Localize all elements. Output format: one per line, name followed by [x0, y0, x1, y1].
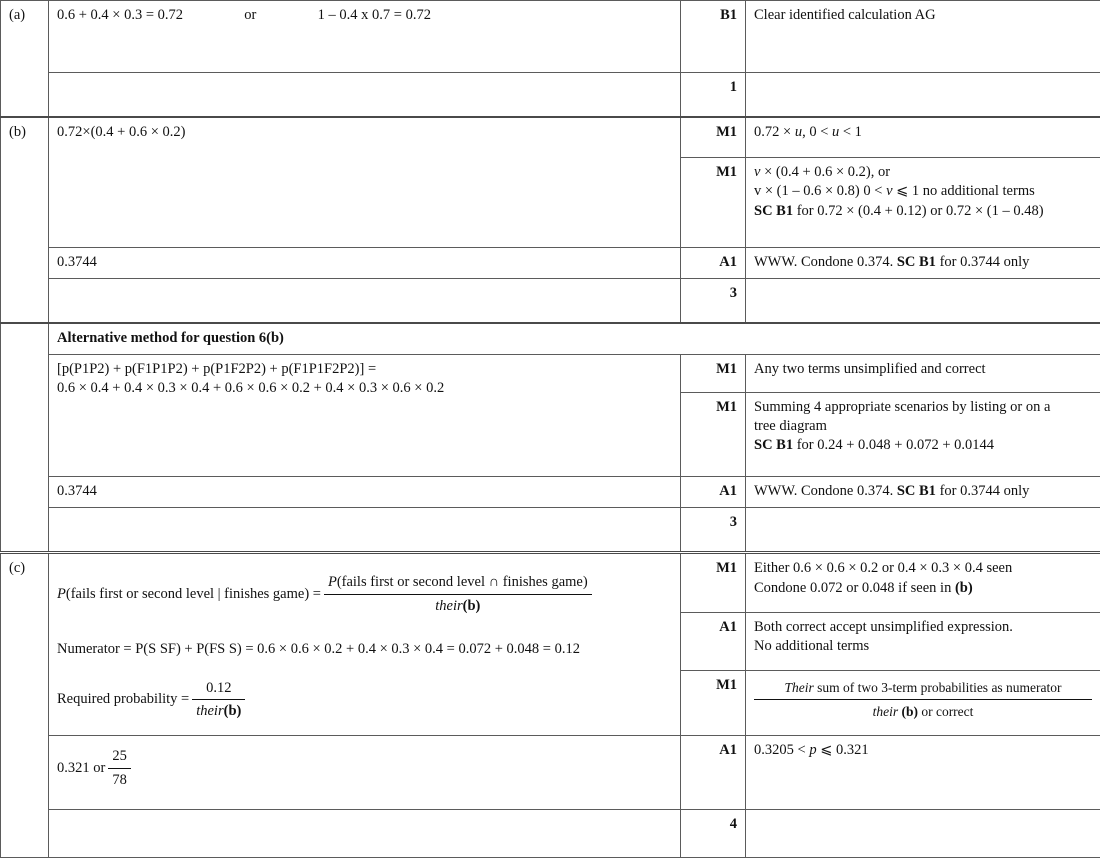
c-notes1-ref-b: (b) [955, 580, 973, 596]
alt-notes2-line2: tree diagram [754, 417, 1092, 436]
notes-cell-c-2 [746, 612, 1100, 670]
c-notes3-den-their: their [873, 704, 899, 719]
c-required-probability [57, 679, 672, 721]
b-notes1-tail: < 1 [839, 124, 862, 140]
c-notes3-fraction [754, 679, 1092, 721]
b-notes3-tail: for 0.3744 only [936, 254, 1029, 270]
part-label-b: (b) [1, 117, 49, 323]
c-formula-num-P: P [328, 574, 337, 590]
c-notes3-their: Their [784, 680, 813, 695]
notes-cell-alt-3 [746, 477, 1100, 508]
working-cell-c [49, 553, 681, 736]
notes-cell-alt-blank [746, 508, 1100, 553]
mark-cell-b-1: M1 [681, 117, 746, 158]
part-label-c: (c) [1, 553, 49, 858]
a-or-label: or [244, 7, 256, 23]
c-notes4-tail: ⩽ 0.321 [817, 742, 869, 758]
notes-cell-c-1 [746, 553, 1100, 612]
c-notes3-den-b: (b) [901, 704, 918, 719]
b-notes1-mid: , 0 < [802, 124, 832, 140]
alt-notes3-tail: for 0.3744 only [936, 483, 1029, 499]
alt-notes3-pre: WWW. Condone 0.374. [754, 483, 897, 499]
part-label-alt [1, 323, 49, 553]
mark-cell-alt-3: A1 [681, 477, 746, 508]
mark-total-a: 1 [681, 73, 746, 118]
c-required-num: 0.12 [192, 679, 245, 700]
table-row [1, 477, 1100, 508]
mark-cell-b-2: M1 [681, 158, 746, 248]
table-row [1, 248, 1100, 279]
c-answer-frac-den: 78 [108, 769, 131, 790]
a-working-expr-1: 0.6 + 0.4 × 0.3 = 0.72 [57, 7, 183, 23]
part-label-a: (a) [1, 1, 49, 118]
alt-notes2-line3: for 0.24 + 0.048 + 0.072 + 0.0144 [793, 437, 994, 453]
c-required-den-their: their [196, 703, 223, 719]
table-row [1, 810, 1100, 858]
alt-notes2-line1: Summing 4 appropriate scenarios by listing or on a [754, 398, 1092, 417]
c-formula-num-text: (fails first or second level ∩ finishes game) [337, 574, 588, 590]
mark-cell-a: B1 [681, 1, 746, 73]
working-cell-b-blank [49, 279, 681, 324]
working-cell-alt [49, 355, 681, 477]
notes-cell-b-3 [746, 248, 1100, 279]
c-required-label: Required probability = [57, 690, 189, 709]
b-notes2-line2a: × (1 – 0.6 × 0.8) 0 < [761, 183, 886, 199]
notes-cell-c-4 [746, 736, 1100, 810]
mark-total-alt: 3 [681, 508, 746, 553]
b-working-paren: (0.4 + 0.6 × 0.2) [91, 124, 186, 140]
b-notes3-pre: WWW. Condone 0.374. [754, 254, 897, 270]
c-required-den-b: (b) [224, 703, 242, 719]
b-notes2-line3: for 0.72 × (0.4 + 0.12) or 0.72 × (1 – 0.48) [793, 203, 1043, 219]
notes-cell-b-2 [746, 158, 1100, 248]
mark-cell-c-4: A1 [681, 736, 746, 810]
c-notes2-line1: Both correct accept unsimplified expression. [754, 618, 1092, 637]
b-notes2-var-v3: v [886, 183, 892, 199]
c-formula-denominator [324, 595, 592, 616]
table-row [1, 736, 1100, 810]
c-notes4-pre: 0.3205 < [754, 742, 809, 758]
mark-cell-c-3: M1 [681, 670, 746, 736]
c-formula-numerator [324, 573, 592, 594]
b-notes2-var-v2: v [754, 183, 761, 199]
c-notes3-numerator [754, 679, 1092, 700]
mark-cell-alt-1: M1 [681, 355, 746, 393]
b-notes1-pre: 0.72 × [754, 124, 795, 140]
c-notes3-den-tail: or correct [918, 704, 973, 719]
c-numerator-line: Numerator = P(S SF) + P(FS S) = 0.6 × 0.6 × 0.2 + 0.4 × 0.3 × 0.4 = 0.072 + 0.048 = 0.12 [57, 640, 672, 659]
notes-cell-c-blank [746, 810, 1100, 858]
c-required-fraction [192, 679, 245, 721]
notes-cell-alt-1: Any two terms unsimplified and correct [746, 355, 1100, 393]
working-cell-c-blank [49, 810, 681, 858]
alt-working-line2: 0.6 × 0.4 + 0.4 × 0.3 × 0.4 + 0.6 × 0.6 × 0.2 + 0.4 × 0.3 × 0.6 × 0.2 [57, 379, 672, 398]
notes-cell-a: Clear identified calculation AG [746, 1, 1100, 73]
mark-cell-b-3: A1 [681, 248, 746, 279]
alt-method-header: Alternative method for question 6(b) [49, 323, 1100, 355]
b-notes2-var-v: v [754, 164, 760, 180]
table-row [1, 355, 1100, 393]
c-notes3-denominator [754, 700, 1092, 721]
working-cell-a [49, 1, 681, 73]
table-row [1, 323, 1100, 355]
table-row [1, 553, 1100, 612]
alt-working-line1: [p(P1P2) + p(F1P1P2) + p(P1F2P2) + p(F1P1F2P2)] = [57, 360, 672, 379]
working-cell-alt-blank [49, 508, 681, 553]
c-answer-frac-num: 25 [108, 747, 131, 768]
alt-notes3-sc-b1: SC B1 [897, 483, 936, 499]
c-answer-decimal: 0.321 or [57, 759, 105, 778]
b-notes2-line1: × (0.4 + 0.6 × 0.2), or [760, 164, 890, 180]
c-notes1-line2: Condone 0.072 or 0.048 if seen in [754, 580, 955, 596]
a-working-expr-2: 1 – 0.4 x 0.7 = 0.72 [318, 7, 431, 23]
c-conditional-formula [57, 573, 672, 615]
table-row [1, 117, 1100, 158]
mark-cell-c-1: M1 [681, 553, 746, 612]
mark-cell-c-2: A1 [681, 612, 746, 670]
notes-cell-c-3 [746, 670, 1100, 736]
mark-total-b: 3 [681, 279, 746, 324]
alt-notes2-sc-b1: SC B1 [754, 437, 793, 453]
notes-cell-a-blank [746, 73, 1100, 118]
c-formula-P: P [57, 585, 66, 604]
c-notes3-num-text: sum of two 3-term probabilities as numerator [814, 680, 1062, 695]
c-formula-lhs: (fails first or second level | finishes game) = [66, 585, 321, 604]
b-notes1-var-u2: u [832, 124, 839, 140]
table-row [1, 279, 1100, 324]
notes-cell-alt-2 [746, 393, 1100, 477]
mark-cell-alt-2: M1 [681, 393, 746, 477]
mark-total-c: 4 [681, 810, 746, 858]
b-working-prefix: 0.72× [57, 124, 91, 140]
c-required-den [192, 700, 245, 721]
c-formula-den-their: their [435, 598, 462, 614]
working-cell-b-answer: 0.3744 [49, 248, 681, 279]
b-notes2-sc-b1: SC B1 [754, 203, 793, 219]
b-notes3-sc-b1: SC B1 [897, 254, 936, 270]
working-cell-c-answer [49, 736, 681, 810]
c-answer-fraction [108, 747, 131, 789]
c-notes4-var-p: p [809, 742, 816, 758]
c-notes2-line2: No additional terms [754, 637, 1092, 656]
working-cell-a-blank [49, 73, 681, 118]
b-notes1-var-u: u [795, 124, 802, 140]
table-row [1, 508, 1100, 553]
c-formula-den-b: (b) [463, 598, 481, 614]
b-notes2-line2b: ⩽ 1 no additional terms [893, 183, 1035, 199]
c-formula-fraction [324, 573, 592, 615]
working-cell-b [49, 117, 681, 248]
notes-cell-b-1 [746, 117, 1100, 158]
c-notes1-line1: Either 0.6 × 0.6 × 0.2 or 0.4 × 0.3 × 0.4 seen [754, 559, 1092, 578]
table-row [1, 73, 1100, 118]
notes-cell-b-blank [746, 279, 1100, 324]
table-row [1, 1, 1100, 73]
working-cell-alt-answer: 0.3744 [49, 477, 681, 508]
